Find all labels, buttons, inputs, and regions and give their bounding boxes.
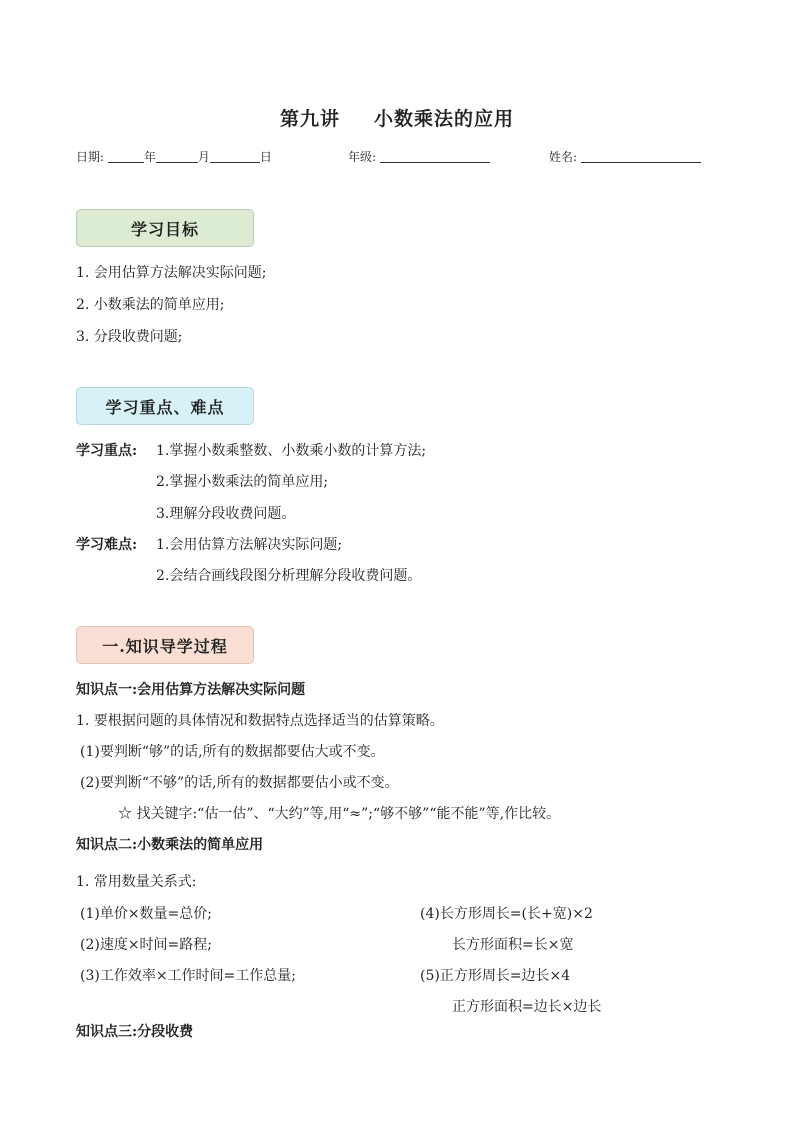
grade-label: 年级: [348, 150, 377, 164]
difficult-point-item: 1.会用估算方法解决实际问题; [156, 537, 343, 553]
formula-item: 正方形面积=边长×边长 [452, 999, 602, 1015]
page-title [0, 104, 794, 131]
knowledge-point-1-title: 知识点一:会用估算方法解决实际问题 [76, 682, 306, 698]
section-heading-key-points: 学习重点、难点 [76, 387, 254, 425]
goal-item: 1. 会用估算方法解决实际问题; [76, 265, 267, 281]
difficult-points-label: 学习难点: [76, 537, 138, 553]
knowledge-point-2-title: 知识点二:小数乘法的简单应用 [76, 837, 264, 853]
year-label: 年 [143, 150, 156, 164]
difficult-point-item: 2.会结合画线段图分析理解分段收费问题。 [156, 568, 422, 584]
lecture-topic: 小数乘法的应用 [374, 108, 515, 130]
kp1-line: (2)要判断“不够”的话,所有的数据都要估小或不变。 [80, 775, 399, 791]
year-blank[interactable] [108, 150, 144, 163]
formula-item: (1)单价×数量=总价; [80, 906, 213, 922]
key-point-item: 2.掌握小数乘法的简单应用; [156, 474, 329, 490]
formula-item: (3)工作效率×工作时间=工作总量; [80, 968, 297, 984]
goal-item: 2. 小数乘法的简单应用; [76, 297, 225, 313]
formula-item: (4)长方形周长=(长+宽)×2 [420, 906, 593, 922]
name-field [549, 148, 701, 165]
lecture-number: 第九讲 [279, 108, 340, 130]
formula-item: 长方形面积=长×宽 [452, 937, 574, 953]
date-field [76, 148, 272, 165]
formula-item: (5)正方形周长=边长×4 [420, 968, 571, 984]
grade-field [348, 148, 490, 165]
section-heading-knowledge-process: 一.知识导学过程 [76, 626, 254, 664]
goal-item: 3. 分段收费问题; [76, 329, 183, 345]
day-label: 日 [259, 150, 272, 164]
month-blank[interactable] [156, 150, 198, 163]
kp2-intro: 1. 常用数量关系式: [76, 874, 197, 890]
name-label: 姓名: [549, 150, 578, 164]
date-label: 日期: [76, 150, 105, 164]
name-blank[interactable] [581, 150, 701, 163]
kp1-tip: ☆ 找关键字:“估一估”、“大约”等,用“≈”;“够不够”“能不能”等,作比较。 [118, 806, 561, 822]
month-label: 月 [197, 150, 210, 164]
key-point-item: 3.理解分段收费问题。 [156, 506, 296, 522]
key-points-label: 学习重点: [76, 443, 138, 459]
formula-item: (2)速度×时间=路程; [80, 937, 213, 953]
grade-blank[interactable] [380, 150, 490, 163]
day-blank[interactable] [210, 150, 260, 163]
section-heading-learning-goals: 学习目标 [76, 209, 254, 247]
key-point-item: 1.掌握小数乘整数、小数乘小数的计算方法; [156, 443, 427, 459]
knowledge-point-3-title: 知识点三:分段收费 [76, 1024, 194, 1040]
kp1-line: (1)要判断“够”的话,所有的数据都要估大或不变。 [80, 744, 385, 760]
kp1-line: 1. 要根据问题的具体情况和数据特点选择适当的估算策略。 [76, 713, 444, 729]
